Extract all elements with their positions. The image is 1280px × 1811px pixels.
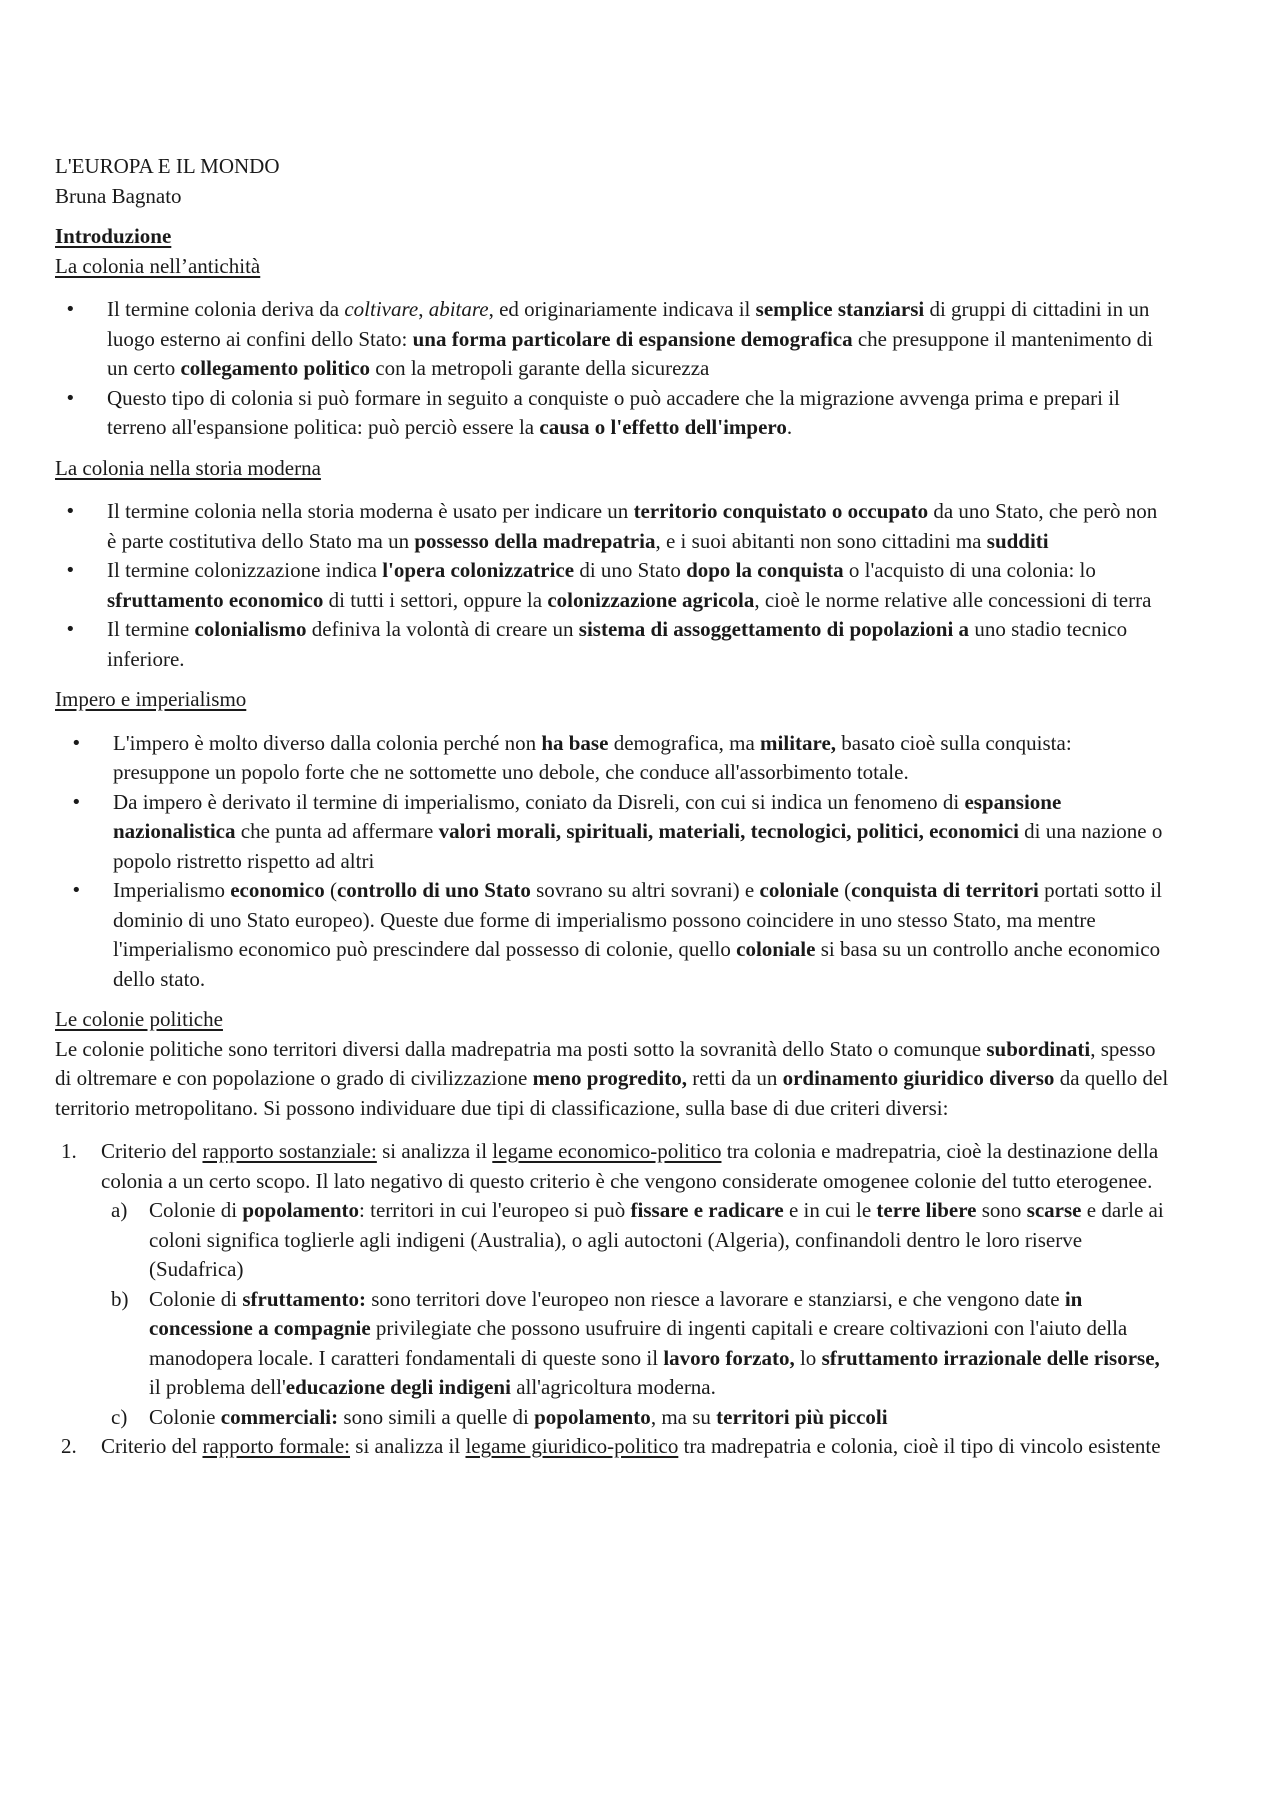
- subheading-colonia-storia-moderna: La colonia nella storia moderna: [55, 455, 321, 480]
- list-item: c) Colonie commerciali: sono simili a quelle di popolamento, ma su territori più piccoli: [101, 1403, 1170, 1433]
- subheading-colonie-politiche: Le colonie politiche: [55, 1007, 223, 1031]
- list-item: • Il termine colonia deriva da coltivare, abitare, ed originariamente indicava il semplice stanziarsi di gruppi di cittadini in un luogo esterno ai confini dello Stato: una forma particolare di espansione demografica che presuppone il mantenimento di un certo collegamento politico con la metropoli garante della sicurezza: [55, 295, 1170, 384]
- bullet-list-antichita: [55, 295, 1170, 443]
- lettered-list-colonie: [101, 1196, 1170, 1432]
- document-body: [55, 152, 1170, 1462]
- subheading-colonia-antichita: La colonia nell’antichità: [55, 253, 261, 278]
- list-item: • Imperialismo economico (controllo di uno Stato sovrano su altri sovrani) e coloniale (conquista di territori portati sotto il dominio di uno Stato europeo). Queste due forme di imperialismo possono coincidere in uno stesso Stato, ma mentre l'imperialismo economico può prescindere dal possesso di colonie, quello coloniale si basa su un controllo anche economico dello stato.: [55, 876, 1170, 994]
- document-author: Bruna Bagnato: [55, 183, 182, 208]
- list-item: • Questo tipo di colonia si può formare in seguito a conquiste o può accadere che la migrazione avvenga prima e prepari il terreno all'espansione politica: può perciò essere la causa o l'effetto dell'impero.: [55, 384, 1170, 443]
- numbered-list-criteri: [55, 1137, 1170, 1462]
- list-letter: c): [111, 1404, 128, 1429]
- list-item: • Il termine colonialismo definiva la volontà di creare un sistema di assoggettamento di popolazioni a uno stadio tecnico inferiore.: [55, 615, 1170, 674]
- list-item: • Il termine colonia nella storia moderna è usato per indicare un territorio conquistato o occupato da uno Stato, che però non è parte costitutiva dello Stato ma un possesso della madrepatria, e i suoi abitanti non sono cittadini ma sudditi: [55, 497, 1170, 556]
- list-item: b) Colonie di sfruttamento: sono territori dove l'europeo non riesce a lavorare e stanziarsi, e che vengono date in concessione a compagnie privilegiate che possono usufruire di ingenti capitali e creare coltivazioni con l'aiuto della manodopera locale. I caratteri fondamentali di queste sono il lavoro forzato, lo sfruttamento irrazionale delle risorse, il problema dell'educazione degli indigeni all'agricoltura moderna.: [111, 1286, 1160, 1399]
- subheading-impero-imperialismo: Impero e imperialismo: [55, 687, 247, 711]
- list-item: • L'impero è molto diverso dalla colonia perché non ha base demografica, ma militare, basato cioè sulla conquista: presuppone un popolo forte che ne sottomette uno debole, che conduce all'assorbimento totale.: [55, 729, 1170, 788]
- list-item: 1. Criterio del rapporto sostanziale: si analizza il legame economico-politico tra colonia e madrepatria, cioè la destinazione della colonia a un certo scopo. Il lato negativo di questo criterio è che vengono considerate omogenee colonie del tutto eterogenee. a) Colonie di popolamento: territori in cui l'europeo si può fissare e radicare e in cui le terre libere sono scarse e darle ai coloni significa toglierle agli indigeni (Australia), o agli autoctoni (Algeria), confinandoli dentro le loro riserve (Sudafrica) b) Colonie di sfruttamento: sono territori dove l'europeo non riesce a lavorare e stanziarsi, e che vengono date in concessione a compagnie privilegiate che possono usufruire di ingenti capitali e creare coltivazioni con l'aiuto della manodopera locale. I caratteri fondamentali di queste sono il lavoro forzato, lo sfruttamento irrazionale delle risorse, il problema dell'educazione degli indigeni all'agricoltura moderna. c) Colonie commerciali: sono simili a quelle di popolamento, ma su territori più piccoli: [55, 1137, 1170, 1432]
- section-heading-introduzione: Introduzione: [55, 224, 172, 248]
- list-item: 2. Criterio del rapporto formale: si analizza il legame giuridico-politico tra madrepatria e colonia, cioè il tipo di vincolo esistente: [55, 1432, 1170, 1462]
- bullet-list-storia-moderna: [55, 497, 1170, 674]
- bullet-list-impero: [55, 729, 1170, 995]
- list-item: • Il termine colonizzazione indica l'opera colonizzatrice di uno Stato dopo la conquista o l'acquisto di una colonia: lo sfruttamento economico di tutti i settori, oppure la colonizzazione agricola, cioè le norme relative alle concessioni di terra: [55, 556, 1170, 615]
- list-item: • Da impero è derivato il termine di imperialismo, coniato da Disreli, con cui si indica un fenomeno di espansione nazionalistica che punta ad affermare valori morali, spirituali, materiali, tecnologici, politici, economici di una nazione o popolo ristretto rispetto ad altri: [55, 788, 1170, 877]
- list-letter: b): [111, 1286, 129, 1311]
- document-title: L'EUROPA E IL MONDO: [55, 154, 280, 178]
- list-letter: a): [111, 1198, 128, 1222]
- list-number: 1.: [61, 1139, 77, 1163]
- paragraph-colonie-politiche: Le colonie politiche sono territori diversi dalla madrepatria ma posti sotto la sovranità dello Stato o comunque subordinati, spesso di oltremare e con popolazione o grado di civilizzazione meno progredito, retti da un ordinamento giuridico diverso da quello del territorio metropolitano. Si possono individuare due tipi di classificazione, sulla base di due criteri diversi:: [55, 1036, 1169, 1120]
- list-item: a) Colonie di popolamento: territori in cui l'europeo si può fissare e radicare e in cui le terre libere sono scarse e darle ai coloni significa toglierle agli indigeni (Australia), o agli autoctoni (Algeria), confinandoli dentro le loro riserve (Sudafrica): [111, 1198, 1164, 1281]
- list-number: 2.: [61, 1434, 77, 1458]
